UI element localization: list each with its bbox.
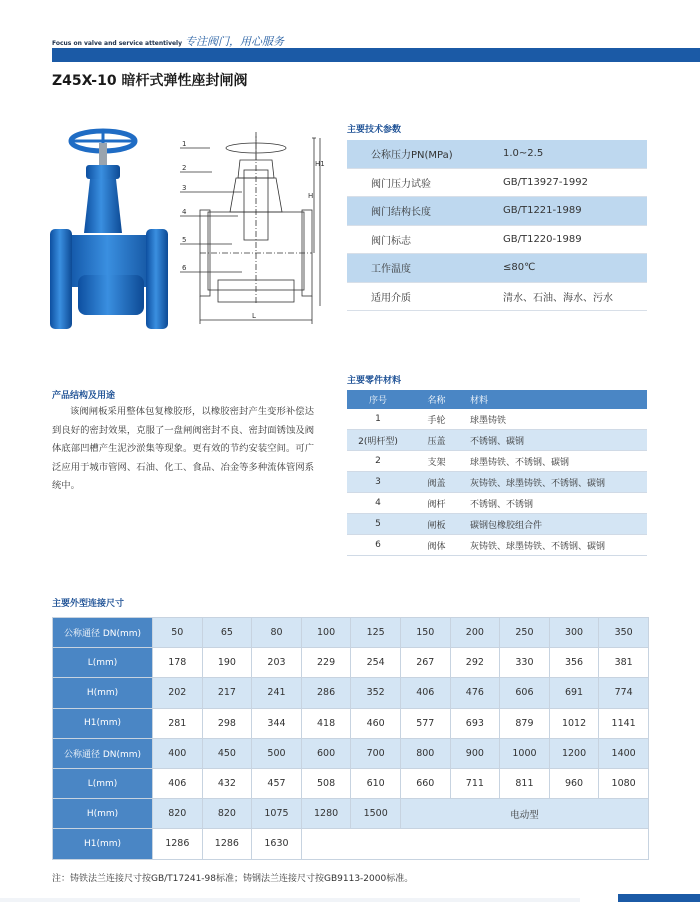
part-name: 阀盖	[409, 472, 464, 493]
table-cell: 820	[153, 799, 203, 829]
table-cell: 811	[500, 768, 550, 798]
table-row	[347, 168, 647, 197]
table-cell: 1075	[252, 799, 302, 829]
table-cell: 100	[301, 618, 351, 648]
table-cell: 879	[500, 708, 550, 738]
table-cell: 577	[400, 708, 450, 738]
table-cell: 400	[153, 738, 203, 768]
table-cell: 286	[301, 678, 351, 708]
param-value: 1.0~2.5	[503, 140, 647, 168]
part-no: 5	[347, 514, 409, 535]
table-cell: 1630	[252, 829, 302, 859]
tagline-en: Focus on valve and service attentively	[52, 40, 183, 47]
table-cell: 450	[202, 738, 252, 768]
table-row	[53, 829, 649, 859]
table-cell: 217	[202, 678, 252, 708]
table-cell: 381	[599, 648, 649, 678]
table-row	[53, 708, 649, 738]
part-material: 碳钢包橡胶组合件	[464, 514, 647, 535]
table-cell: 292	[450, 648, 500, 678]
param-key: 阀门标志	[347, 225, 503, 254]
table-cell: 476	[450, 678, 500, 708]
param-key: 公称压力PN(MPa)	[347, 140, 503, 168]
table-cell: 460	[351, 708, 401, 738]
table-cell: 50	[153, 618, 203, 648]
params-heading: 主要技术参数	[347, 125, 402, 135]
row-header: H1(mm)	[53, 708, 153, 738]
part-material: 灰铸铁、球墨铸铁、不锈钢、碳钢	[464, 472, 647, 493]
structure-heading: 产品结构及用途	[52, 391, 116, 401]
header-bar	[52, 48, 700, 62]
table-row	[347, 493, 647, 514]
table-row	[53, 678, 649, 708]
param-value: GB/T1221-1989	[503, 197, 647, 226]
page-title: Z45X-10 暗杆式弹性座封闸阀	[52, 73, 248, 89]
table-cell: 1286	[153, 829, 203, 859]
table-cell: 820	[202, 799, 252, 829]
table-cell: 203	[252, 648, 302, 678]
parts-heading: 主要零件材料	[347, 376, 402, 386]
table-row	[347, 535, 647, 556]
row-header: H(mm)	[53, 799, 153, 829]
table-row	[347, 409, 647, 430]
table-cell: 693	[450, 708, 500, 738]
table-row	[53, 799, 649, 829]
table-cell: 457	[252, 768, 302, 798]
table-row	[53, 648, 649, 678]
table-cell: 1500	[351, 799, 401, 829]
table-cell: 660	[400, 768, 450, 798]
param-key: 阀门结构长度	[347, 197, 503, 226]
table-cell: 691	[549, 678, 599, 708]
part-no: 2(明杆型)	[347, 430, 409, 451]
row-header: 公称通径 DN(mm)	[53, 738, 153, 768]
footnote: 注：铸铁法兰连接尺寸按GB/T17241-98标准；铸钢法兰连接尺寸按GB9113-2000标准。	[52, 874, 414, 884]
table-cell: 298	[202, 708, 252, 738]
table-cell: 200	[450, 618, 500, 648]
callout-1: 1	[182, 140, 187, 148]
table-cell: 190	[202, 648, 252, 678]
table-cell: 711	[450, 768, 500, 798]
table-cell: 65	[202, 618, 252, 648]
table-cell: 150	[400, 618, 450, 648]
table-cell: 1012	[549, 708, 599, 738]
part-name: 阀体	[409, 535, 464, 556]
table-cell: 281	[153, 708, 203, 738]
table-row	[53, 768, 649, 798]
param-value: 清水、石油、海水、污水	[503, 282, 647, 311]
table-row	[347, 472, 647, 493]
table-row	[53, 738, 649, 768]
part-no: 2	[347, 451, 409, 472]
empty-cell	[301, 829, 648, 859]
part-name: 手轮	[409, 409, 464, 430]
part-no: 3	[347, 472, 409, 493]
table-cell: 1280	[301, 799, 351, 829]
col-header-no: 序号	[347, 390, 409, 409]
table-cell: 1080	[599, 768, 649, 798]
header-tagline	[52, 33, 284, 49]
footer-band	[0, 898, 580, 902]
table-cell: 300	[549, 618, 599, 648]
table-cell: 229	[301, 648, 351, 678]
param-key: 适用介质	[347, 282, 503, 311]
table-cell: 350	[599, 618, 649, 648]
part-no: 4	[347, 493, 409, 514]
row-header: L(mm)	[53, 648, 153, 678]
dim-h1-label: H1	[315, 160, 325, 168]
param-value: GB/T13927-1992	[503, 168, 647, 197]
callout-5: 5	[182, 236, 187, 244]
table-cell: 202	[153, 678, 203, 708]
table-row	[347, 451, 647, 472]
param-key: 阀门压力试验	[347, 168, 503, 197]
dims-heading: 主要外型连接尺寸	[52, 599, 125, 609]
table-row	[347, 514, 647, 535]
table-cell: 352	[351, 678, 401, 708]
valve-drawing	[178, 130, 326, 330]
footer-bar	[618, 894, 700, 902]
table-cell: 406	[153, 768, 203, 798]
callout-4: 4	[182, 208, 187, 216]
col-header-material: 材料	[464, 390, 647, 409]
table-cell: 800	[400, 738, 450, 768]
part-material: 灰铸铁、球墨铸铁、不锈钢、碳钢	[464, 535, 647, 556]
table-cell: 508	[301, 768, 351, 798]
dim-h-label: H	[308, 192, 314, 200]
part-material: 不锈钢、碳钢	[464, 430, 647, 451]
callout-6: 6	[182, 264, 187, 272]
dim-l-label: L	[252, 312, 256, 320]
dims-table	[52, 617, 649, 860]
valve-photo	[48, 125, 173, 335]
part-material: 球墨铸铁、不锈钢、碳钢	[464, 451, 647, 472]
callout-3: 3	[182, 184, 187, 192]
table-cell: 418	[301, 708, 351, 738]
params-table	[347, 140, 647, 311]
table-cell: 267	[400, 648, 450, 678]
tagline-cn: 专注阀门，用心服务	[185, 35, 285, 48]
table-cell: 241	[252, 678, 302, 708]
row-header: L(mm)	[53, 768, 153, 798]
part-name: 支架	[409, 451, 464, 472]
table-cell: 344	[252, 708, 302, 738]
table-cell: 80	[252, 618, 302, 648]
table-row	[347, 282, 647, 311]
table-cell: 1400	[599, 738, 649, 768]
part-material: 球墨铸铁	[464, 409, 647, 430]
table-cell: 432	[202, 768, 252, 798]
table-cell: 610	[351, 768, 401, 798]
part-name: 压盖	[409, 430, 464, 451]
table-row	[347, 254, 647, 283]
table-row	[347, 430, 647, 451]
table-row	[347, 225, 647, 254]
part-name: 阀杆	[409, 493, 464, 514]
param-value: ≤80℃	[503, 254, 647, 283]
table-cell: 700	[351, 738, 401, 768]
table-cell: 330	[500, 648, 550, 678]
param-key: 工作温度	[347, 254, 503, 283]
structure-text: 该阀闸板采用整体包复橡胶形，以橡胶密封产生变形补偿达到良好的密封效果，克服了一盘闸阀密封不良、密封面锈蚀及阀体底部凹槽产生泥沙淤集等现象。更有效的节约安装空间。可广泛应用于城市管网、石油、化工、食品、冶金等多种流体管网系统中。	[52, 406, 314, 492]
part-material: 不锈钢、不锈钢	[464, 493, 647, 514]
table-cell: 900	[450, 738, 500, 768]
table-cell: 406	[400, 678, 450, 708]
part-no: 1	[347, 409, 409, 430]
table-cell: 960	[549, 768, 599, 798]
table-row	[347, 140, 647, 168]
table-cell: 178	[153, 648, 203, 678]
table-cell: 356	[549, 648, 599, 678]
table-row	[347, 197, 647, 226]
table-cell: 774	[599, 678, 649, 708]
row-header: H(mm)	[53, 678, 153, 708]
merged-cell: 电动型	[400, 799, 648, 829]
table-cell: 1200	[549, 738, 599, 768]
table-cell: 250	[500, 618, 550, 648]
parts-table	[347, 390, 647, 556]
param-value: GB/T1220-1989	[503, 225, 647, 254]
table-cell: 1286	[202, 829, 252, 859]
table-header-row	[347, 390, 647, 409]
table-cell: 254	[351, 648, 401, 678]
col-header-name: 名称	[409, 390, 464, 409]
callout-2: 2	[182, 164, 187, 172]
table-cell: 1000	[500, 738, 550, 768]
table-cell: 500	[252, 738, 302, 768]
table-cell: 125	[351, 618, 401, 648]
part-no: 6	[347, 535, 409, 556]
part-name: 闸板	[409, 514, 464, 535]
row-header: H1(mm)	[53, 829, 153, 859]
table-cell: 600	[301, 738, 351, 768]
table-cell: 606	[500, 678, 550, 708]
row-header: 公称通径 DN(mm)	[53, 618, 153, 648]
table-cell: 1141	[599, 708, 649, 738]
table-row	[53, 618, 649, 648]
